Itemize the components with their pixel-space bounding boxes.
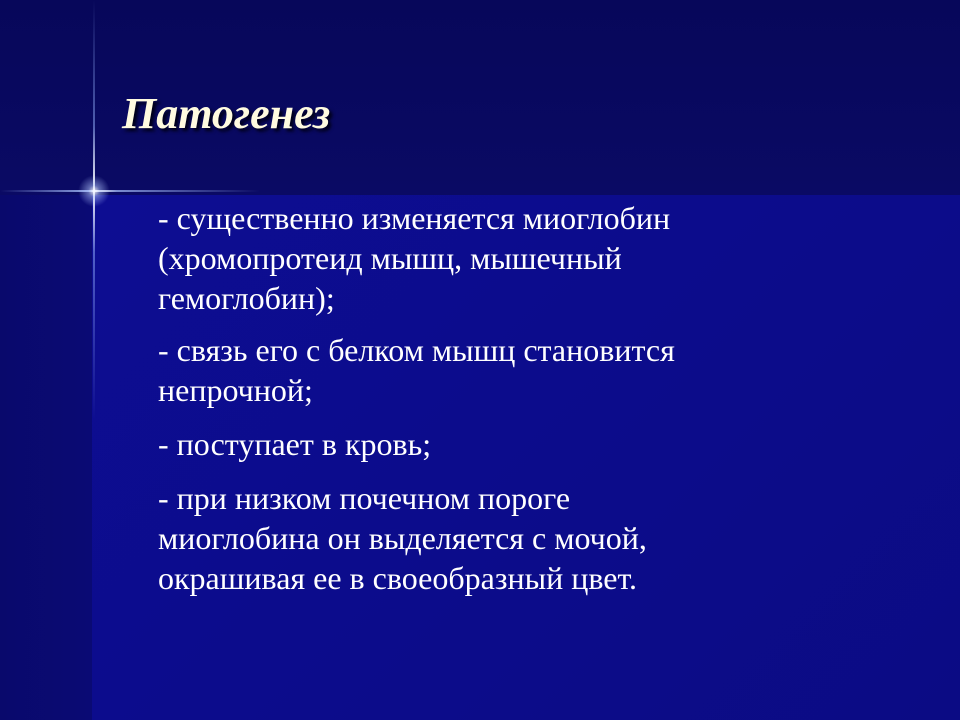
- bullet-line: - при низком почечном пороге: [158, 480, 571, 516]
- bullet-line: непрочной;: [158, 372, 313, 408]
- sparkle-horizontal-ray: [0, 190, 260, 192]
- bullet-item: [158, 424, 918, 464]
- sparkle-vertical-ray: [93, 0, 95, 420]
- bullet-line: - поступает в кровь;: [158, 426, 432, 462]
- sparkle-icon: [78, 175, 110, 207]
- bullet-line: гемоглобин);: [158, 280, 335, 316]
- bullet-line: - существенно изменяется миоглобин: [158, 200, 671, 236]
- bullet-line: - связь его с белком мышц становится: [158, 332, 675, 368]
- bullet-list: [158, 198, 918, 612]
- bullet-item: [158, 478, 918, 598]
- bullet-item: [158, 198, 918, 318]
- bullet-line: миоглобина он выделяется с мочой,: [158, 520, 647, 556]
- bullet-line: окрашивая ее в своеобразный цвет.: [158, 560, 638, 596]
- left-band: [0, 195, 92, 720]
- bullet-line: (хромопротеид мышц, мышечный: [158, 240, 622, 276]
- slide-title: Патогенез: [122, 89, 331, 138]
- bullet-item: [158, 330, 918, 410]
